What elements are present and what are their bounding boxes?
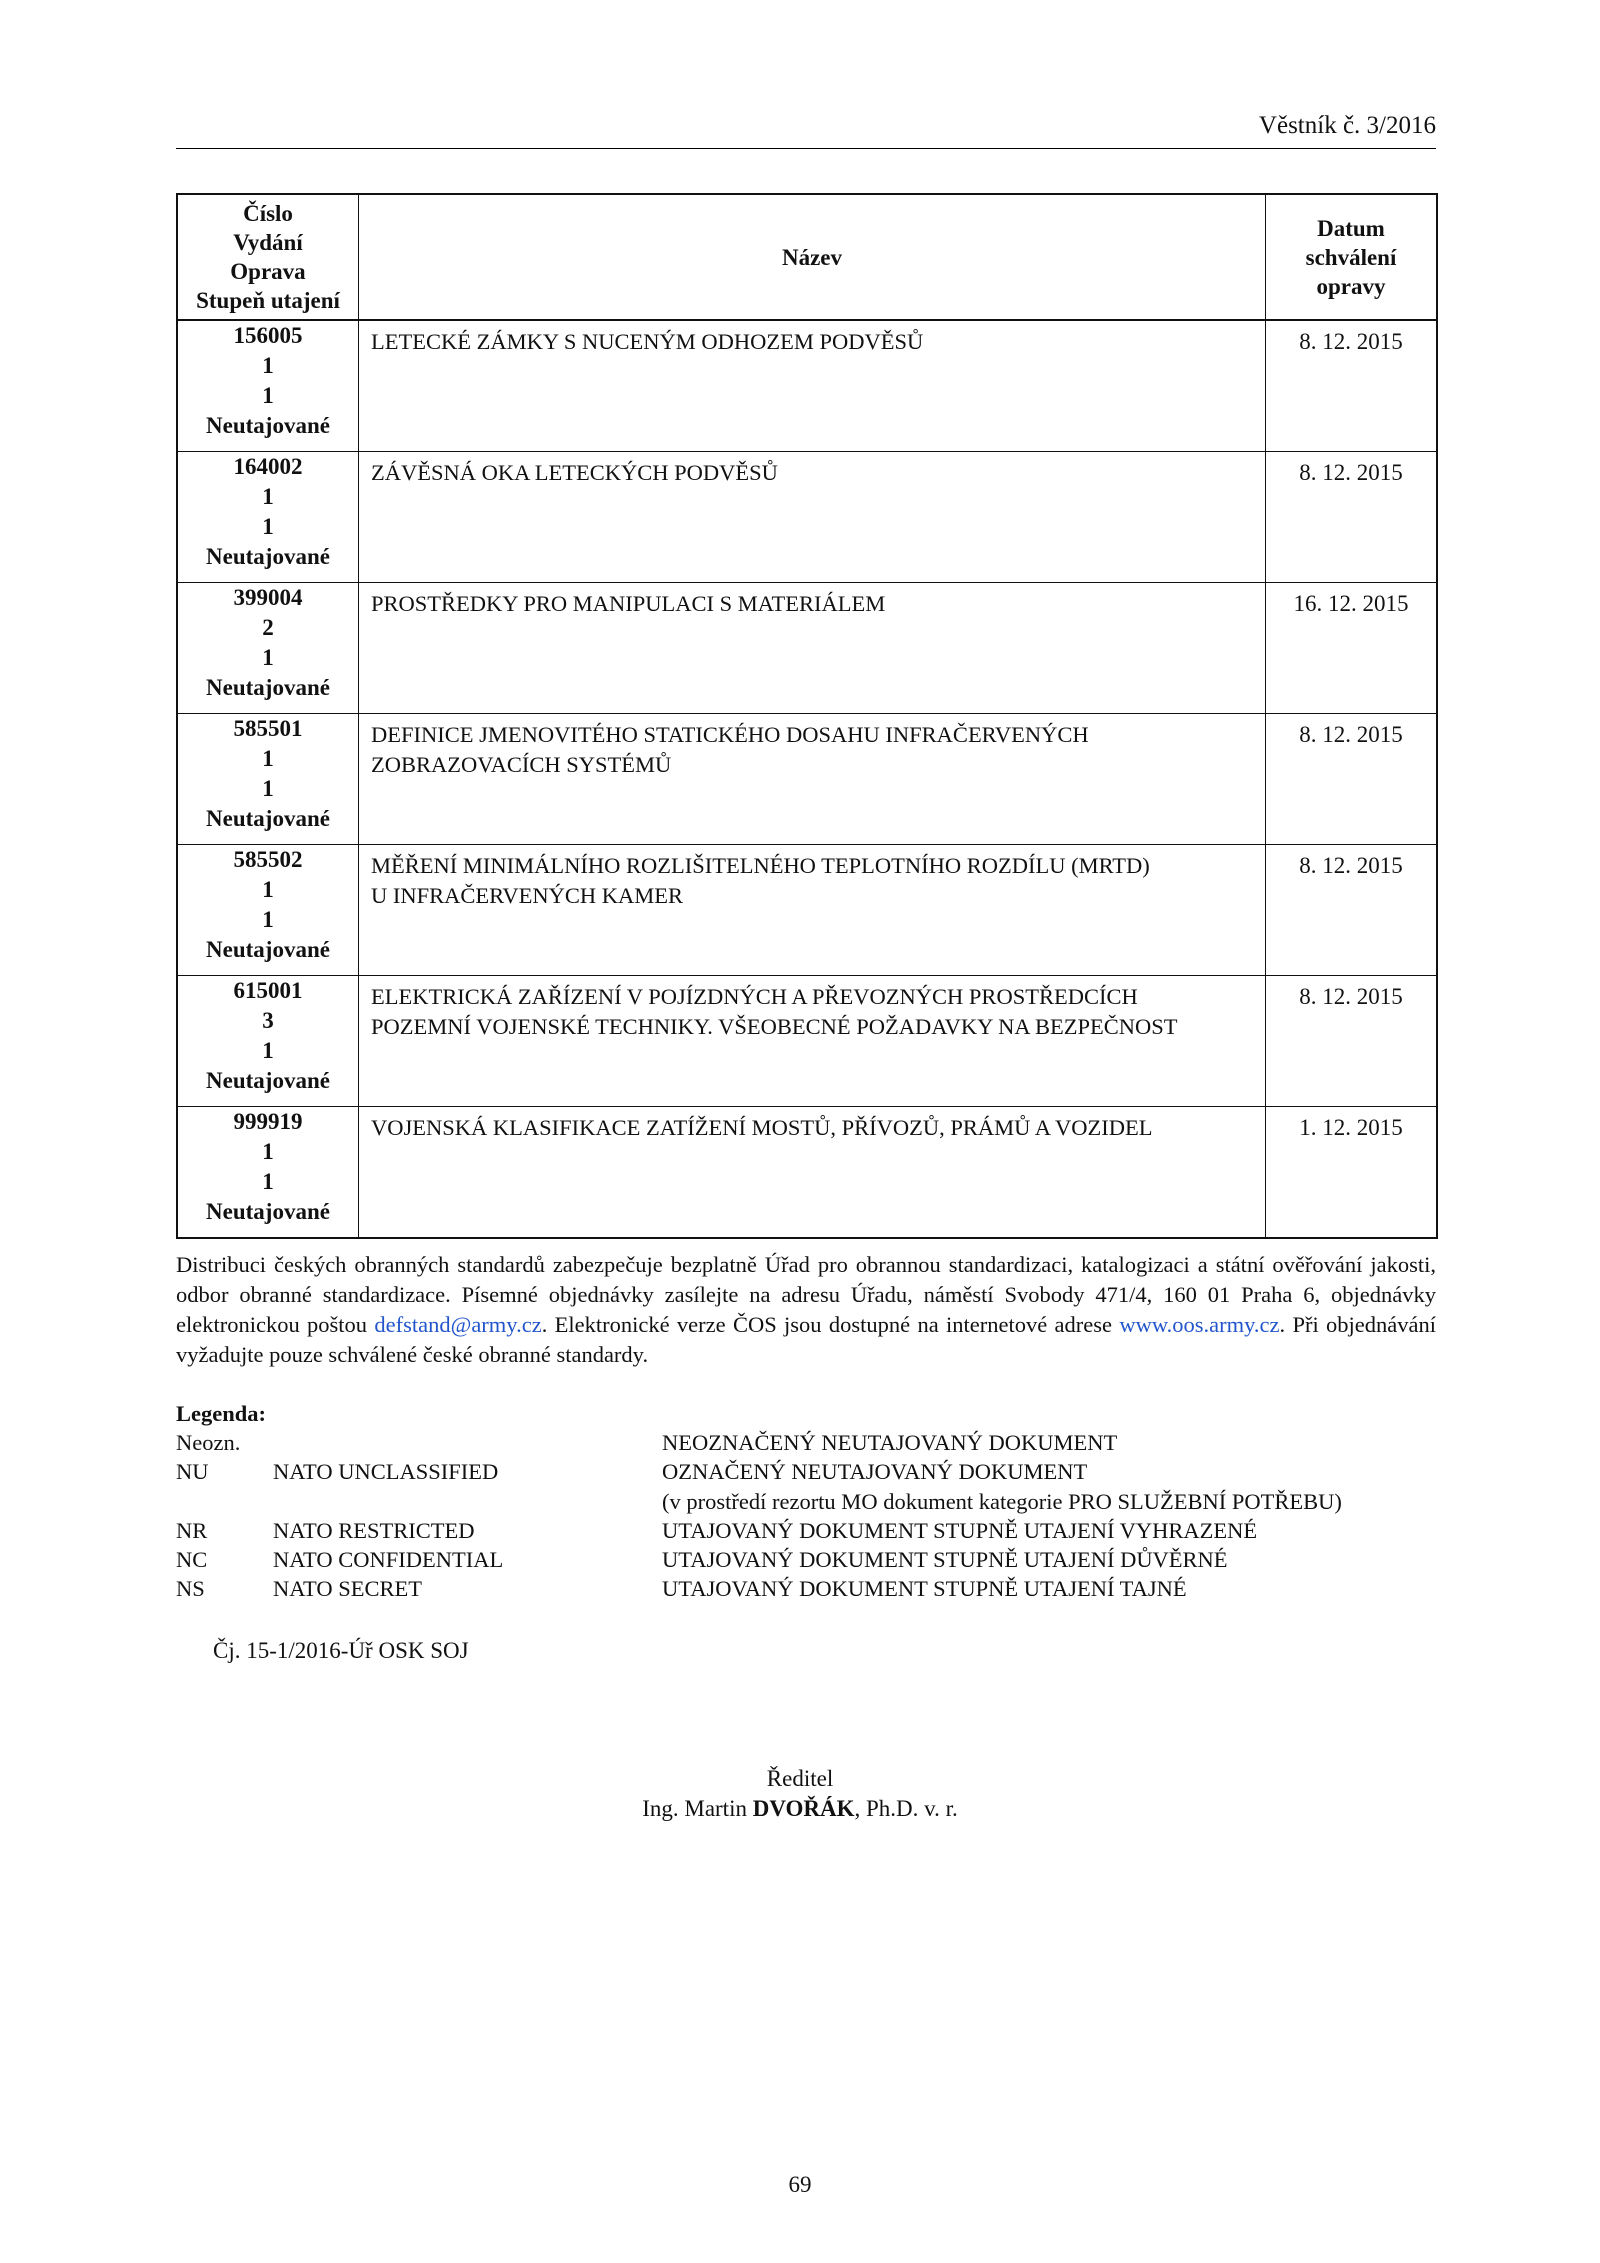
legend-nato-marking: NATO RESTRICTED bbox=[273, 1518, 475, 1543]
standard-name-cell bbox=[359, 452, 1266, 583]
standard-name-cell bbox=[359, 845, 1266, 976]
classification-level: Neutajované bbox=[206, 937, 330, 962]
standard-name-cell bbox=[359, 1107, 1266, 1239]
standard-name-line: ZÁVĚSNÁ OKA LETECKÝCH PODVĚSŮ bbox=[371, 460, 778, 485]
table-row bbox=[177, 320, 1437, 452]
page-number: 69 bbox=[788, 2172, 812, 2197]
standard-name-line: POZEMNÍ VOJENSKÉ TECHNIKY. VŠEOBECNÉ POŽADAVKY NA BEZPEČNOST bbox=[371, 1014, 1178, 1039]
legend-abbreviation: Neozn. bbox=[176, 1430, 241, 1455]
distribution-paragraph bbox=[176, 1250, 1436, 1370]
standard-id-cell bbox=[177, 976, 359, 1107]
correction-number: 1 bbox=[262, 645, 274, 670]
standard-name-line: ELEKTRICKÁ ZAŘÍZENÍ V POJÍZDNÝCH A PŘEVOZNÝCH PROSTŘEDCÍCH bbox=[371, 984, 1138, 1009]
standard-name-cell bbox=[359, 976, 1266, 1107]
legend-description: UTAJOVANÝ DOKUMENT STUPNĚ UTAJENÍ DŮVĚRNÉ bbox=[662, 1547, 1228, 1572]
legend-abbreviation: NC bbox=[176, 1547, 208, 1572]
reference-number: Čj. 15-1/2016-Úř OSK SOJ bbox=[213, 1638, 469, 1663]
legend-abbreviation: NS bbox=[176, 1576, 205, 1601]
legend-description: NEOZNAČENÝ NEUTAJOVANÝ DOKUMENT bbox=[662, 1430, 1118, 1455]
signature-name bbox=[0, 1796, 1600, 1822]
edition-number: 2 bbox=[262, 615, 274, 640]
standard-name-line: LETECKÉ ZÁMKY S NUCENÝM ODHOZEM PODVĚSŮ bbox=[371, 329, 924, 354]
legend-nato-marking: NATO UNCLASSIFIED bbox=[273, 1459, 499, 1484]
approval-date-cell: 8. 12. 2015 bbox=[1266, 845, 1438, 976]
standard-id-cell bbox=[177, 845, 359, 976]
standard-name-line: PROSTŘEDKY PRO MANIPULACI S MATERIÁLEM bbox=[371, 591, 886, 616]
header-date-line: schválení bbox=[1305, 244, 1397, 270]
header-date-line: Datum bbox=[1317, 215, 1385, 241]
correction-number: 1 bbox=[262, 514, 274, 539]
standard-number: 164002 bbox=[233, 454, 303, 479]
legend-abbreviation: NR bbox=[176, 1518, 208, 1543]
standard-name-cell bbox=[359, 583, 1266, 714]
approval-date-cell: 1. 12. 2015 bbox=[1266, 1107, 1438, 1239]
standard-name-cell bbox=[359, 320, 1266, 452]
standard-id-cell bbox=[177, 1107, 359, 1239]
legend-nato-marking: NATO SECRET bbox=[273, 1576, 422, 1601]
standard-name-line: VOJENSKÁ KLASIFIKACE ZATÍŽENÍ MOSTŮ, PŘÍVOZŮ, PRÁMŮ A VOZIDEL bbox=[371, 1115, 1153, 1140]
bulletin-title: Věstník č. 3/2016 bbox=[1258, 112, 1436, 139]
standard-number: 999919 bbox=[233, 1109, 303, 1134]
approval-date-cell: 16. 12. 2015 bbox=[1266, 583, 1438, 714]
page-header bbox=[176, 112, 1436, 149]
classification-level: Neutajované bbox=[206, 413, 330, 438]
signature-name-suffix: , Ph.D. v. r. bbox=[854, 1796, 958, 1821]
standard-number: 156005 bbox=[233, 323, 303, 348]
classification-level: Neutajované bbox=[206, 1068, 330, 1093]
correction-number: 1 bbox=[262, 383, 274, 408]
standard-name-line: DEFINICE JMENOVITÉHO STATICKÉHO DOSAHU INFRAČERVENÝCH bbox=[371, 722, 1089, 747]
legend-rows bbox=[176, 1428, 1476, 1603]
distribution-text: . Elektronické verze ČOS jsou dostupné na internetové adrese bbox=[541, 1312, 1120, 1337]
header-id-column bbox=[177, 194, 359, 320]
standard-name-cell bbox=[359, 714, 1266, 845]
legend-description-note: (v prostředí rezortu MO dokument kategorie PRO SLUŽEBNÍ POTŘEBU) bbox=[662, 1489, 1342, 1514]
signature-role: Ředitel bbox=[766, 1766, 834, 1791]
standard-id-cell bbox=[177, 452, 359, 583]
table-header-row bbox=[177, 194, 1437, 320]
email-link[interactable]: defstand@army.cz bbox=[374, 1312, 542, 1337]
standard-name-line: MĚŘENÍ MINIMÁLNÍHO ROZLIŠITELNÉHO TEPLOTNÍHO ROZDÍLU (MRTD) bbox=[371, 853, 1150, 878]
standard-number: 585501 bbox=[233, 716, 303, 741]
edition-number: 1 bbox=[262, 746, 274, 771]
table-row bbox=[177, 976, 1437, 1107]
classification-level: Neutajované bbox=[206, 806, 330, 831]
edition-number: 3 bbox=[262, 1008, 274, 1033]
legend bbox=[176, 1400, 1476, 1603]
header-name-column: Název bbox=[359, 194, 1266, 320]
legend-description: UTAJOVANÝ DOKUMENT STUPNĚ UTAJENÍ VYHRAZENÉ bbox=[662, 1518, 1258, 1543]
standard-number: 399004 bbox=[233, 585, 303, 610]
legend-row bbox=[176, 1574, 1476, 1603]
edition-number: 1 bbox=[262, 1139, 274, 1164]
legend-description: OZNAČENÝ NEUTAJOVANÝ DOKUMENT bbox=[662, 1459, 1088, 1484]
correction-number: 1 bbox=[262, 1038, 274, 1063]
header-id-line: Číslo bbox=[243, 201, 293, 226]
distribution-text: Distribuci českých obranných standardů zabezpečuje bezplatně Úřad pro obrannou standardizaci, katalogizaci a státní ověřování jakosti, odbor obranné standardizace. Písemné objednávky zasílejte na adresu Úřadu, náměstí Svobody 471/4, 160 01 Praha 6, objednávky elektronickou poštou bbox=[176, 1252, 1436, 1337]
approval-date-cell: 8. 12. 2015 bbox=[1266, 714, 1438, 845]
edition-number: 1 bbox=[262, 484, 274, 509]
classification-level: Neutajované bbox=[206, 675, 330, 700]
header-date-column bbox=[1266, 194, 1438, 320]
standard-name-line: U INFRAČERVENÝCH KAMER bbox=[371, 883, 683, 908]
table-row bbox=[177, 583, 1437, 714]
legend-nato-marking: NATO CONFIDENTIAL bbox=[273, 1547, 504, 1572]
classification-level: Neutajované bbox=[206, 1199, 330, 1224]
standard-id-cell bbox=[177, 714, 359, 845]
approval-date-cell: 8. 12. 2015 bbox=[1266, 452, 1438, 583]
standard-name-line: ZOBRAZOVACÍCH SYSTÉMŮ bbox=[371, 752, 672, 777]
signature-name-prefix: Ing. Martin bbox=[642, 1796, 753, 1821]
header-id-line: Vydání bbox=[233, 230, 303, 255]
classification-level: Neutajované bbox=[206, 544, 330, 569]
edition-number: 1 bbox=[262, 877, 274, 902]
standard-number: 615001 bbox=[233, 978, 303, 1003]
correction-number: 1 bbox=[262, 1169, 274, 1194]
table-row bbox=[177, 452, 1437, 583]
legend-abbreviation: NU bbox=[176, 1459, 209, 1484]
legend-row bbox=[176, 1428, 1476, 1457]
legend-title: Legenda: bbox=[176, 1401, 266, 1426]
table-row bbox=[177, 1107, 1437, 1239]
standard-id-cell bbox=[177, 320, 359, 452]
table-row bbox=[177, 714, 1437, 845]
standard-id-cell bbox=[177, 583, 359, 714]
edition-number: 1 bbox=[262, 353, 274, 378]
approval-date-cell: 8. 12. 2015 bbox=[1266, 976, 1438, 1107]
legend-row bbox=[176, 1545, 1476, 1574]
header-id-line: Stupeň utajení bbox=[196, 288, 340, 313]
approval-date-cell: 8. 12. 2015 bbox=[1266, 320, 1438, 452]
header-id-line: Oprava bbox=[230, 259, 306, 284]
website-link[interactable]: www.oos.army.cz bbox=[1119, 1312, 1280, 1337]
correction-number: 1 bbox=[262, 907, 274, 932]
correction-number: 1 bbox=[262, 776, 274, 801]
header-date-line: opravy bbox=[1316, 273, 1386, 299]
legend-row bbox=[176, 1516, 1476, 1545]
legend-description: UTAJOVANÝ DOKUMENT STUPNĚ UTAJENÍ TAJNÉ bbox=[662, 1576, 1187, 1601]
standard-number: 585502 bbox=[233, 847, 303, 872]
table-body bbox=[177, 320, 1437, 1238]
signature-surname: DVOŘÁK bbox=[752, 1796, 855, 1821]
distribution-text: . Při objednávání vyžadujte pouze schválené české obranné standardy. bbox=[176, 1312, 1436, 1367]
standards-table bbox=[176, 193, 1438, 1239]
legend-row bbox=[176, 1457, 1476, 1516]
table-row bbox=[177, 845, 1437, 976]
